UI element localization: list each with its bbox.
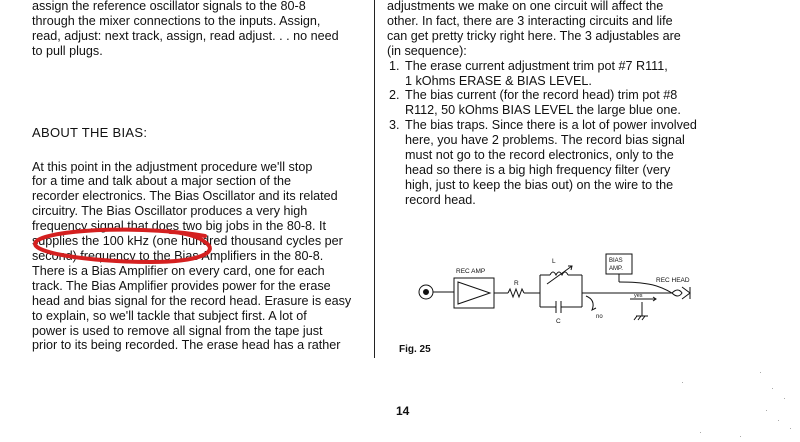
inductor-label: L [552, 258, 556, 265]
right-intro-line: adjustments we make on one circuit will affect the [387, 0, 664, 13]
head-gap-icon [682, 287, 690, 299]
left-intro-line: read, adjust: next track, assign, read adjust. . . no need [32, 28, 339, 43]
left-intro-paragraph [32, 0, 362, 59]
list-item-line: 1 kOhms ERASE & BIAS LEVEL. [405, 73, 592, 88]
body-line: There is a Bias Amplifier on every card, one for each [32, 263, 325, 278]
yes-label: yes [634, 293, 643, 299]
body-line: for a time and talk about a major section of the [32, 174, 292, 189]
left-column [32, 0, 362, 353]
page-number: 14 [396, 404, 410, 418]
list-item-line: head so there is a big high frequency filter (very [405, 162, 671, 177]
right-column [387, 0, 725, 208]
bias-label: BIAS [609, 258, 623, 264]
resistor-label: R [514, 280, 519, 287]
body-line: track. The Bias Amplifier provides power for the erase [32, 278, 331, 293]
body-line: head and bias signal for the record head. Erasure is easy [32, 293, 352, 308]
list-item-line: R112, 50 kOhms BIAS LEVEL the large blue one. [405, 103, 681, 118]
no-label: no [596, 314, 603, 320]
right-intro-paragraph [387, 0, 725, 59]
list-item-line: The erase current adjustment trim pot #7 R111, [405, 58, 668, 73]
section-heading: ABOUT THE BIAS: [32, 124, 148, 140]
left-intro-line: assign the reference oscillator signals to the 80-8 [32, 0, 306, 13]
body-line: At this point in the adjustment procedure we'll stop [32, 159, 313, 174]
amp-label: AMP. [609, 266, 623, 272]
circuit-diagram [410, 246, 710, 332]
resistor-icon [508, 289, 524, 297]
capacitor-label: C [556, 318, 561, 325]
no-arrow-icon [586, 296, 596, 310]
body-line: supplies the 100 kHz (one hundred thousand cycles per [32, 234, 343, 249]
body-line: frequency signal that does two big jobs in the 80-8. It [32, 219, 327, 234]
rec-head-label: REC HEAD [656, 277, 690, 284]
list-item [403, 88, 725, 118]
list-item-line: must not go to the record electronics, only to the [405, 148, 674, 163]
body-line: recorder electronics. The Bias Oscillator and its related [32, 189, 338, 204]
list-item-line: The bias traps. Since there is a lot of power involved [405, 118, 697, 133]
bias-body-paragraph [32, 160, 362, 354]
record-head-icon [672, 290, 682, 296]
list-item [403, 59, 725, 89]
figure-caption: Fig. 25 [399, 344, 431, 355]
column-divider [374, 0, 375, 358]
list-item-line: high, just to keep the bias out) on the wire to the [405, 177, 674, 192]
list-item [403, 118, 725, 207]
list-item-line: record head. [405, 192, 476, 207]
rec-amp-label: REC AMP [456, 268, 486, 275]
body-line: prior to its being recorded. The erase head has a rather [32, 338, 341, 353]
right-intro-line: (in sequence): [387, 43, 467, 58]
left-intro-line: to pull plugs. [32, 43, 103, 58]
body-line: to explain, so we'll tackle that subject first. A lot of [32, 308, 307, 323]
body-line: circuitry. The Bias Oscillator produces a very high [32, 204, 308, 219]
amplifier-triangle-icon [458, 282, 490, 304]
list-item-line: The bias current (for the record head) trim pot #8 [405, 88, 678, 103]
right-intro-line: other. In fact, there are 3 interacting circuits and life [387, 13, 673, 28]
list-item-line: here, you have 2 problems. The record bias signal [405, 133, 685, 148]
body-line: power is used to remove all signal from the tape just [32, 323, 323, 338]
right-intro-line: can get pretty tricky right here. The 3 adjustables are [387, 28, 681, 43]
inductor-icon [550, 272, 568, 275]
adjustables-list [387, 59, 725, 208]
body-line: second) frequency to the Bias Amplifiers in the 80-8. [32, 248, 324, 263]
left-intro-line: through the mixer connections to the inputs. Assign, [32, 13, 321, 28]
input-jack-center-icon [424, 290, 429, 295]
